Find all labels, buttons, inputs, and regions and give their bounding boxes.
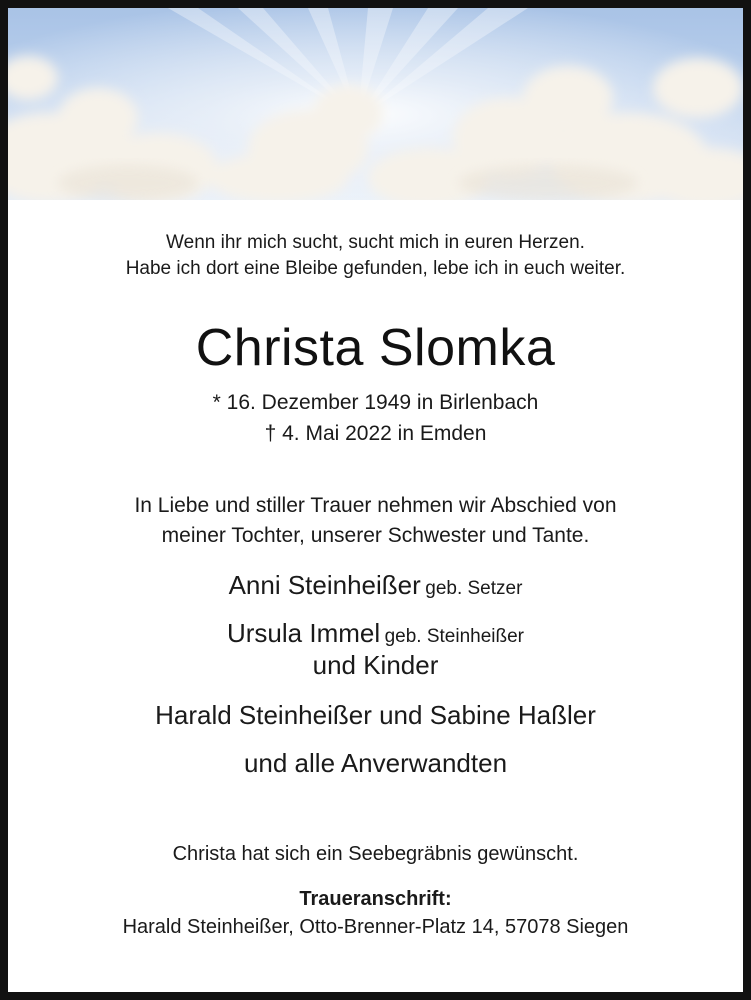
deceased-name: Christa Slomka [195,319,556,377]
mourner-name: Ursula Immel [226,618,381,648]
mourner-4: Harald Steinheißer und Sabine Haßler [155,700,596,730]
mourner-birth-name: geb. Steinheißer [384,626,524,647]
sky-clouds-image [8,8,743,200]
intro-line-1: In Liebe und stiller Trauer nehmen wir Abschied von [134,494,617,517]
motto-line-1: Wenn ihr mich sucht, sucht mich in euren Herzen. [166,232,585,253]
mourner-1 [8,570,743,601]
address-heading: Traueranschrift: [299,888,452,910]
mourner-2 [8,618,743,649]
mourner-name: Anni Steinheißer [228,570,421,600]
birth-date: * 16. Dezember 1949 in Birlenbach [212,391,539,414]
mourner-birth-name: geb. Setzer [425,578,523,599]
mourner-3: und Kinder [312,650,439,680]
death-date: † 4. Mai 2022 in Emden [264,422,487,445]
address-text: Harald Steinheißer, Otto-Brenner-Platz 14, 57078 Siegen [122,916,629,938]
mourner-5: und alle Anverwandten [243,748,508,778]
burial-note: Christa hat sich ein Seebegräbnis gewünscht. [172,843,579,865]
intro-line-2: meiner Tochter, unserer Schwester und Tante. [161,524,590,547]
motto-line-2: Habe ich dort eine Bleibe gefunden, lebe ich in euch weiter. [125,258,626,279]
